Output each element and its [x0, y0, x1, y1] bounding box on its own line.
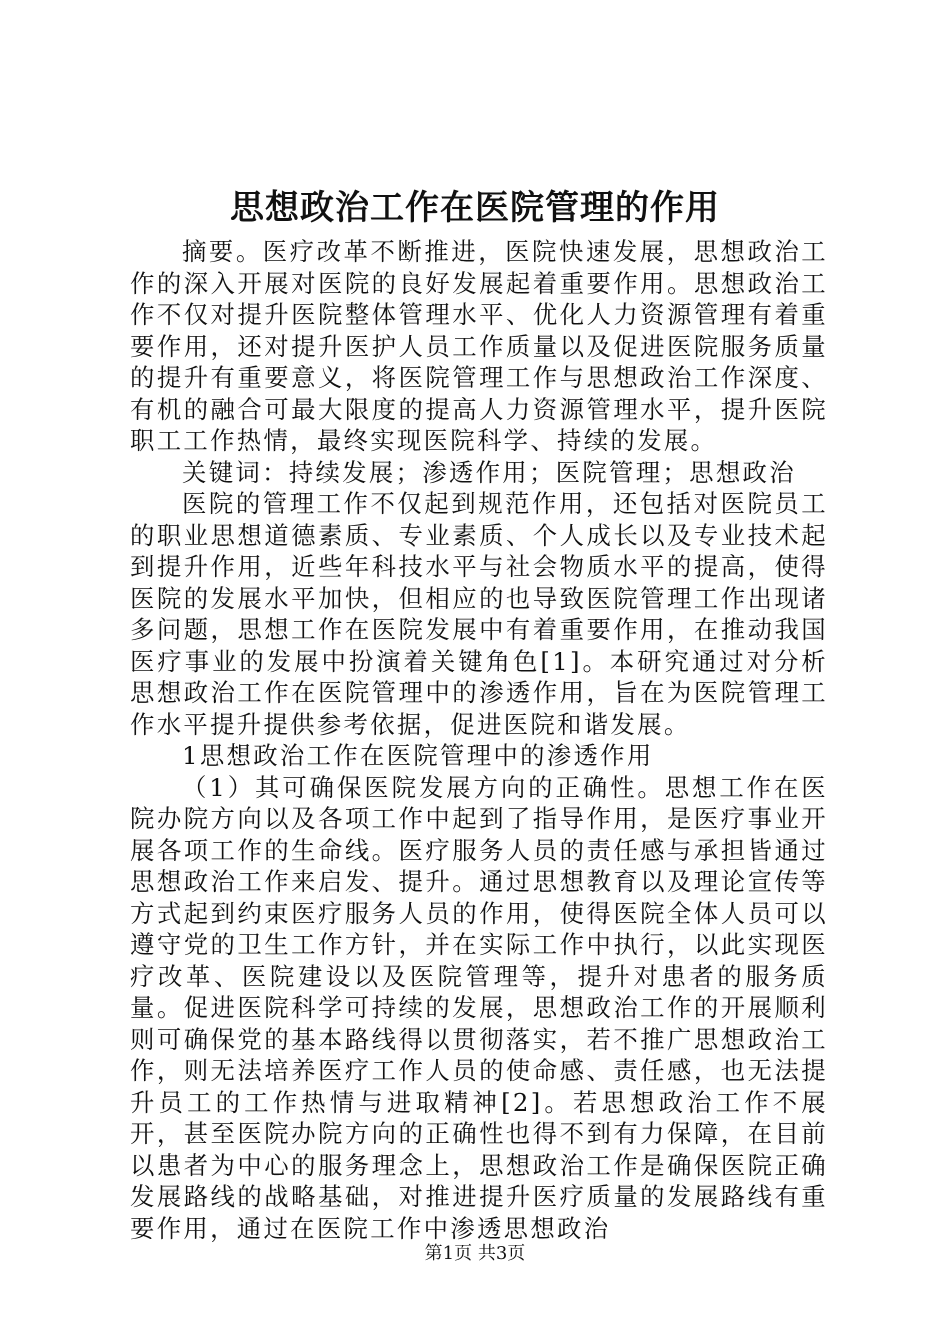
document-body — [130, 236, 828, 1244]
keywords-line: 关键词：持续发展；渗透作用；医院管理；思想政治 — [182, 457, 796, 487]
abstract-paragraph: 摘要。医疗改革不断推进，医院快速发展，思想政治工作的深入开展对医院的良好发展起着重要作用。思想政治工作不仅对提升医院整体管理水平、优化人力资源管理有着重要作用，还对提升医护人员工作质量以及促进医院服务质量的提升有重要意义，将医院管理工作与思想政治工作深度、有机的融合可最大限度的提高人力资源管理水平，提升医院职工工作热情，最终实现医院科学、持续的发展。 — [130, 237, 828, 455]
page-footer: 第1页 共3页 — [424, 1243, 526, 1264]
document-title: 思想政治工作在医院管理的作用 — [230, 188, 720, 228]
section-paragraph: （1）其可确保医院发展方向的正确性。思想工作在医院办院方向以及各项工作中起到了指导作用，是医疗事业开展各项工作的生命线。医疗服务人员的责任感与承担皆通过思想政治工作来启发、提升。通过思想教育以及理论宣传等方式起到约束医疗服务人员的作用，使得医院全体人员可以遵守党的卫生工作方针，并在实际工作中执行，以此实现医疗改革、医院建设以及医院管理等，提升对患者的服务质量。促进医院科学可持续的发展，思想政治工作的开展顺利则可确保党的基本路线得以贯彻落实，若不推广思想政治工作，则无法培养医疗工作人员的使命感、责任感，也无法提升员工的工作热情与进取精神[2]。若思想政治工作不展开，甚至医院办院方向的正确性也得不到有力保障，在目前以患者为中心的服务理念上，思想政治工作是确保医院正确发展路线的战略基础，对推进提升医疗质量的发展路线有重要作用，通过在医院工作中渗透思想政治 — [130, 772, 828, 1243]
section-heading: 1思想政治工作在医院管理中的渗透作用 — [182, 741, 654, 770]
intro-paragraph: 医院的管理工作不仅起到规范作用，还包括对医院员工的职业思想道德素质、专业素质、个人成长以及专业技术起到提升作用，近些年科技水平与社会物质水平的提高，使得医院的发展水平加快，但相应的也导致医院管理工作出现诸多问题，思想工作在医院发展中有着重要作用，在推动我国医疗事业的发展中扮演着关键角色[1]。本研究通过对分析思想政治工作在医院管理中的渗透作用，旨在为医院管理工作水平提升提供参考依据，促进医院和谐发展。 — [130, 489, 828, 739]
